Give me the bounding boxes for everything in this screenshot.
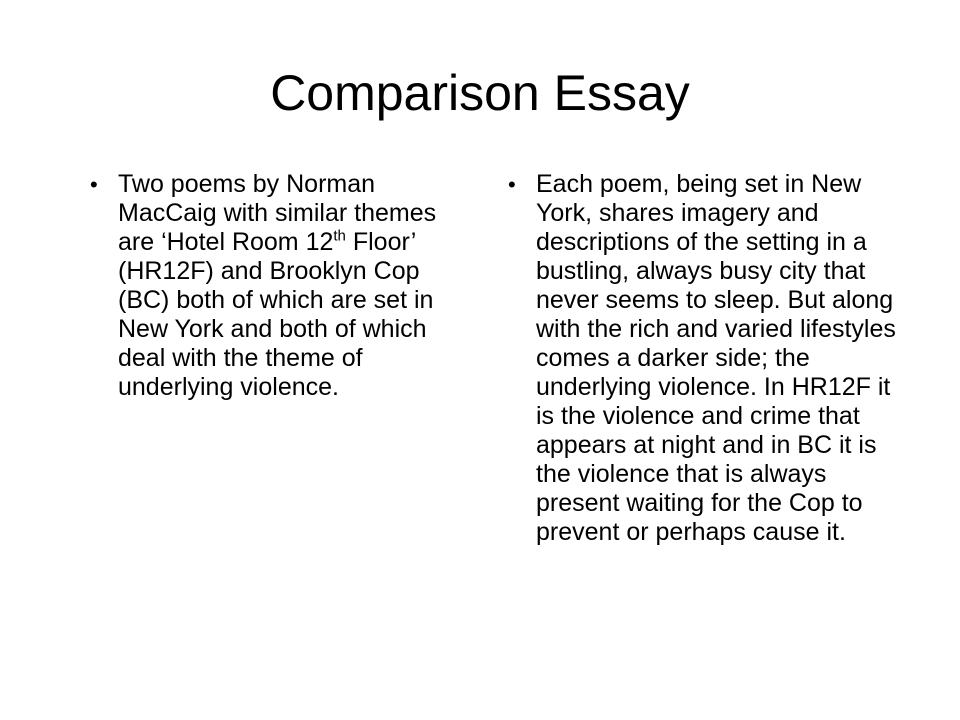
left-text-superscript: th — [333, 227, 346, 245]
right-bullet-item — [508, 170, 908, 547]
left-text-part-1: Two poems by Norman MacCaig with similar themes are ‘Hotel Room 12 — [118, 170, 437, 256]
left-bullet-text — [118, 170, 436, 401]
left-bullet-item — [90, 170, 472, 402]
right-column — [508, 170, 908, 547]
bullet-icon: • — [508, 172, 516, 197]
left-column — [90, 170, 472, 402]
bullet-icon: • — [90, 172, 98, 197]
left-text-part-2: Floor’ (HR12F) and Brooklyn Cop (BC) both of which are set in New York and both of which deal with the theme of underlying violence. — [118, 228, 434, 401]
right-bullet-text: Each poem, being set in New York, shares imagery and descriptions of the setting in a bustling, always busy city that never seems to sleep. But along with the rich and varied lifestyles comes a darker side; the underlying violence. In HR12F it is the violence and crime that appears at night and in BC it is the violence that is always present waiting for the Cop to prevent or perhaps cause it. — [536, 170, 896, 546]
slide-title: Comparison Essay — [270, 65, 690, 121]
